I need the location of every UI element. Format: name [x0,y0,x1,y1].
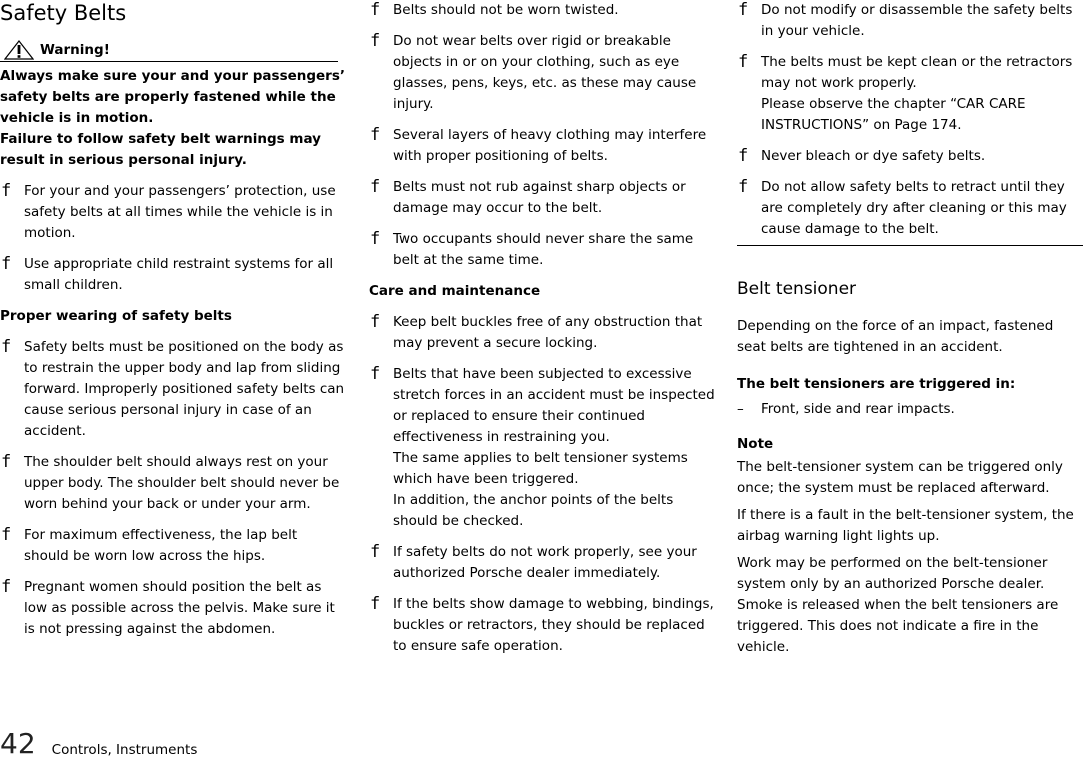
list-item: f If the belts show damage to webbing, bindings, buckles or retractors, they should be replaced to ensure safe operation. [370,594,714,654]
bullet-icon: f [370,229,381,249]
bullet-icon: f [738,0,749,20]
note-paragraph-1: The belt-tensioner system can be triggered only once; the system must be replaced afterward. [737,459,1063,496]
bullet-icon: f [370,31,381,51]
bullet-list-b [0,337,346,640]
divider [737,245,1083,246]
column-1 [0,0,346,640]
bullet-icon: f [738,146,749,166]
list-item: f Do not modify or disassemble the safety belts in your vehicle. [738,0,1073,39]
column-3 [737,0,1083,658]
bullet-list-a [0,181,346,296]
warning-header [0,39,338,62]
bullet-list-a [369,0,715,271]
list-item: f For your and your passengers’ protection, use safety belts at all times while the vehicle is in motion. [1,181,336,241]
bullet-icon: f [370,364,381,384]
subheading-proper-wearing: Proper wearing of safety belts [0,308,232,324]
list-item: f The shoulder belt should always rest on your upper body. The shoulder belt should never be worn behind your back or under your arm. [1,452,340,512]
bullet-icon: f [370,125,381,145]
list-item: f Never bleach or dye safety belts. [738,146,986,166]
list-item: – Front, side and rear impacts. [737,401,955,417]
list-item: f Keep belt buckles free of any obstruction that may prevent a secure locking. [370,312,703,351]
note-paragraph-3: Work may be performed on the belt-tensioner system only by an authorized Porsche dealer. [737,555,1048,592]
dash-list [737,399,1083,420]
warning-text-2: Failure to follow safety belt warnings may result in serious personal injury. [0,131,321,168]
bullet-icon: f [370,312,381,332]
list-item: f Use appropriate child restraint systems for all small children. [1,254,334,293]
page-number: 42 [0,727,36,760]
list-item: f Two occupants should never share the same belt at the same time. [370,229,694,268]
subheading-triggered-in: The belt tensioners are triggered in: [737,376,1016,392]
list-item: f Do not wear belts over rigid or breakable objects in or on your clothing, such as eye glasses, pens, keys, etc. as these may cause injury. [370,31,697,112]
list-item: f If safety belts do not work properly, see your authorized Porsche dealer immediately. [370,542,697,581]
note-paragraph-4: Smoke is released when the belt tensioners are triggered. This does not indicate a fire in the vehicle. [737,597,1059,655]
list-item: f The belts must be kept clean or the retractors may not work properly. Please observe the chapter “CAR CARE INSTRUCTIONS” on Page 174. [738,52,1073,133]
note-label: Note [737,436,774,452]
bullet-list [737,0,1083,240]
bullet-list-b [369,312,715,657]
bullet-icon: f [1,181,12,201]
bullet-icon: f [1,452,12,472]
bullet-icon: f [370,0,381,20]
bullet-icon: f [1,577,12,597]
bullet-icon: f [738,52,749,72]
page-title: Safety Belts [0,1,127,25]
note-paragraph-2: If there is a fault in the belt-tensioner system, the airbag warning light lights up. [737,507,1074,544]
warning-label: Warning! [40,42,110,58]
list-item: f Pregnant women should position the belt as low as possible across the pelvis. Make sure it is not pressing against the abdomen. [1,577,335,637]
bullet-icon: f [1,525,12,545]
bullet-icon: f [1,337,12,357]
bullet-icon: f [738,177,749,197]
page-footer [0,728,197,760]
list-item: f Several layers of heavy clothing may interfere with proper positioning of belts. [370,125,707,164]
list-item: f For maximum effectiveness, the lap belt should be worn low across the hips. [1,525,298,564]
list-item: f Do not allow safety belts to retract until they are completely dry after cleaning or this may cause damage to the belt. [738,177,1067,237]
list-item: f Safety belts must be positioned on the body as to restrain the upper body and lap from sliding forward. Improperly positioned safety belts can cause serious personal injury in case of an accident. [1,337,345,439]
warning-triangle-icon [4,40,34,60]
list-item: f Belts should not be worn twisted. [370,0,619,20]
column-2 [369,0,715,657]
bullet-icon: f [370,177,381,197]
warning-text-1: Always make sure your and your passengers’ safety belts are properly fastened while the vehicle is in motion. [0,68,346,126]
intro-paragraph: Depending on the force of an impact, fastened seat belts are tightened in an accident. [737,318,1054,355]
section-heading-belt-tensioner: Belt tensioner [737,279,857,299]
footer-section-name: Controls, Instruments [51,742,198,758]
bullet-icon: f [1,254,12,274]
bullet-icon: f [370,594,381,614]
bullet-icon: f [370,542,381,562]
list-item: f Belts that have been subjected to excessive stretch forces in an accident must be inspected or replaced to ensure their continued effectiveness in restraining you. The same applies to belt tensioner systems which have been triggered. In addition, the anchor points of the belts should be checked. [370,364,715,529]
list-item: f Belts must not rub against sharp objects or damage may occur to the belt. [370,177,686,216]
subheading-care-maintenance: Care and maintenance [369,283,541,299]
